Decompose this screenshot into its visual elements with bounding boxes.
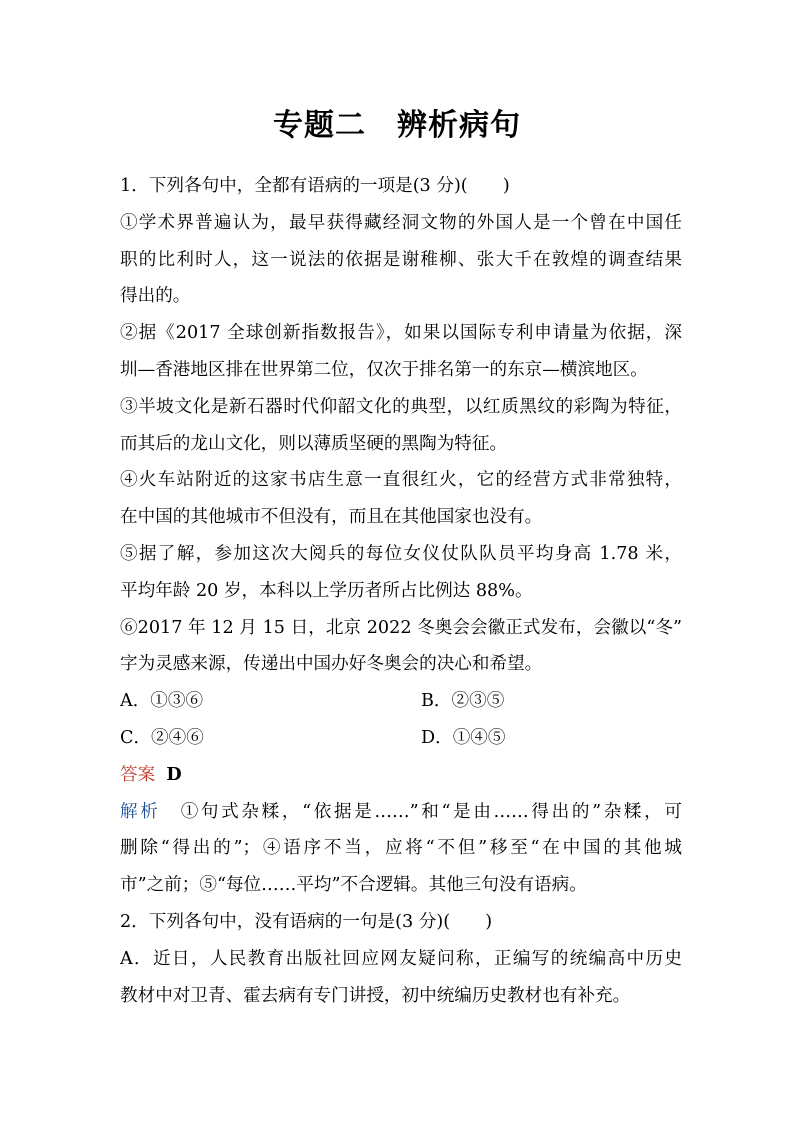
analysis-text-1: ①句式杂糅，“依据是……”和“是由……得出的”杂糅，可 <box>160 801 682 822</box>
document-body <box>120 168 682 1014</box>
sentence-1-line-1: ①学术界普遍认为，最早获得藏经洞文物的外国人是一个曾在中国任 <box>120 212 682 233</box>
option-c: C．②④⑥ <box>120 727 204 748</box>
sentence-4-line-1: ④火车站附近的这家书店生意一直很红火，它的经营方式非常独特， <box>120 470 682 491</box>
sentence-1-line-2: 职的比利时人，这一说法的依据是谢稚柳、张大千在敦煌的调查结果 <box>120 249 682 270</box>
sentence-6-line-1: ⑥2017 年 12 月 15 日，北京 2022 冬奥会会徽正式发布，会徽以“冬” <box>120 617 682 638</box>
options-row-1 <box>120 683 682 720</box>
sentence-3-line-1: ③半坡文化是新石器时代仰韶文化的典型，以红质黑纹的彩陶为特征， <box>120 396 682 417</box>
question-1-stem: 1．下列各句中，全都有语病的一项是(3 分)( ) <box>120 176 510 196</box>
options-row-2 <box>120 720 682 757</box>
sentence-2-line-2: 圳—香港地区排在世界第二位，仅次于排名第一的东京—横滨地区。 <box>120 359 648 380</box>
analysis-line-1 <box>120 794 682 831</box>
analysis-line-3: 市”之前；⑤“每位……平均”不合逻辑。其他三句没有语病。 <box>120 875 587 896</box>
option-a: A．①③⑥ <box>120 691 204 712</box>
question-2-option-a-line-1: A．近日，人民教育出版社回应网友疑问称，正编写的统编高中历史 <box>120 948 682 969</box>
question-2-stem: 2．下列各句中，没有语病的一句是(3 分)( ) <box>120 911 493 932</box>
option-d: D．①④⑤ <box>421 727 506 748</box>
question-2-option-a-line-2: 教材中对卫青、霍去病有专门讲授，初中统编历史教材也有补充。 <box>120 985 631 1006</box>
option-b: B．②③⑤ <box>421 691 505 712</box>
answer-value: D <box>166 763 182 785</box>
analysis-line-2: 删除“得出的”；④语序不当，应将“不但”移至“在中国的其他城 <box>120 838 682 859</box>
sentence-2-line-1: ②据《2017 全球创新指数报告》，如果以国际专利申请量为依据，深 <box>120 323 682 344</box>
sentence-1-line-3: 得出的。 <box>120 286 191 307</box>
sentence-3-line-2: 而其后的龙山文化，则以薄质坚硬的黑陶为特征。 <box>120 433 508 454</box>
sentence-4-line-2: 在中国的其他城市不但没有，而且在其他国家也没有。 <box>120 507 543 528</box>
sentence-5-line-2: 平均年龄 20 岁，本科以上学历者所占比例达 88%。 <box>120 580 533 601</box>
sentence-5-line-1: ⑤据了解，参加这次大阅兵的每位女仪仗队队员平均身高 1.78 米， <box>120 543 682 564</box>
sentence-6-line-2: 字为灵感来源，传递出中国办好冬奥会的决心和希望。 <box>120 654 543 675</box>
page-title: 专题二 辨析病句 <box>273 108 521 143</box>
answer-line <box>120 757 682 794</box>
answer-label: 答案 <box>120 764 156 785</box>
analysis-label: 解析 <box>120 801 161 822</box>
